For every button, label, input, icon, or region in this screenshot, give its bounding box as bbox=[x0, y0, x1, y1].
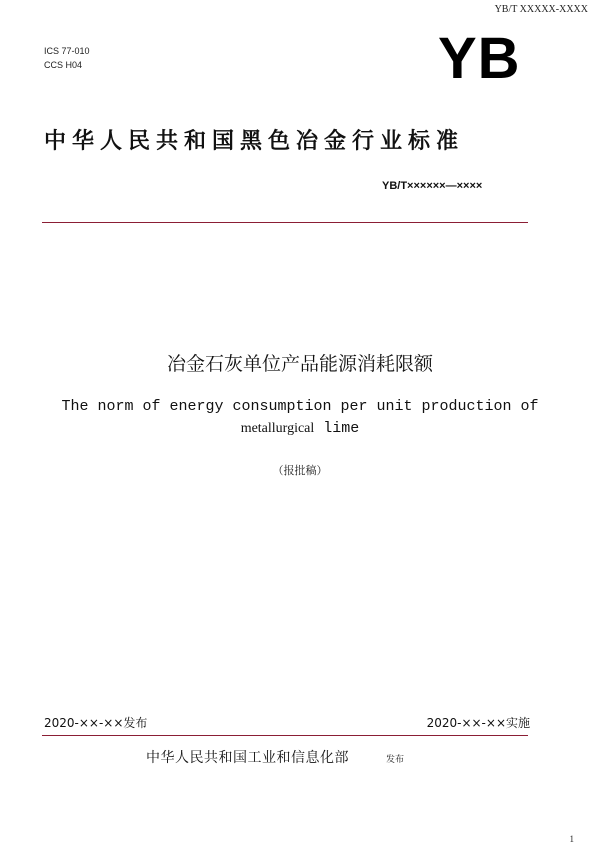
running-head-standard-number: YB/T XXXXX-XXXX bbox=[494, 4, 588, 15]
yb-logo: YB bbox=[438, 26, 521, 91]
issue-action: 发布 bbox=[386, 755, 405, 765]
issue-date: 2020-××-××发布 bbox=[44, 716, 148, 730]
page-number: 1 bbox=[569, 834, 574, 844]
title-word-lime: lime bbox=[314, 420, 360, 437]
standard-number: YB/T××××××—×××× bbox=[382, 180, 483, 192]
ics-code: ICS 77-010 bbox=[44, 46, 90, 56]
document-title-english-line1: The norm of energy consumption per unit production of bbox=[61, 398, 539, 415]
top-divider bbox=[42, 222, 528, 223]
implementation-date: 2020-××-××实施 bbox=[426, 716, 530, 730]
document-title-chinese: 冶金石灰单位产品能源消耗限额 bbox=[166, 353, 433, 375]
document-title-english-line2 bbox=[0, 420, 600, 437]
title-word-metallurgical: metallurgical bbox=[240, 421, 315, 436]
issuing-authority: 中华人民共和国工业和信息化部 bbox=[146, 750, 349, 766]
draft-status: （报批稿） bbox=[272, 464, 328, 477]
ccs-code: CCS H04 bbox=[44, 60, 83, 70]
bottom-divider bbox=[42, 735, 528, 736]
organization-title: 中华人民共和国黑色冶金行业标准 bbox=[44, 129, 465, 154]
